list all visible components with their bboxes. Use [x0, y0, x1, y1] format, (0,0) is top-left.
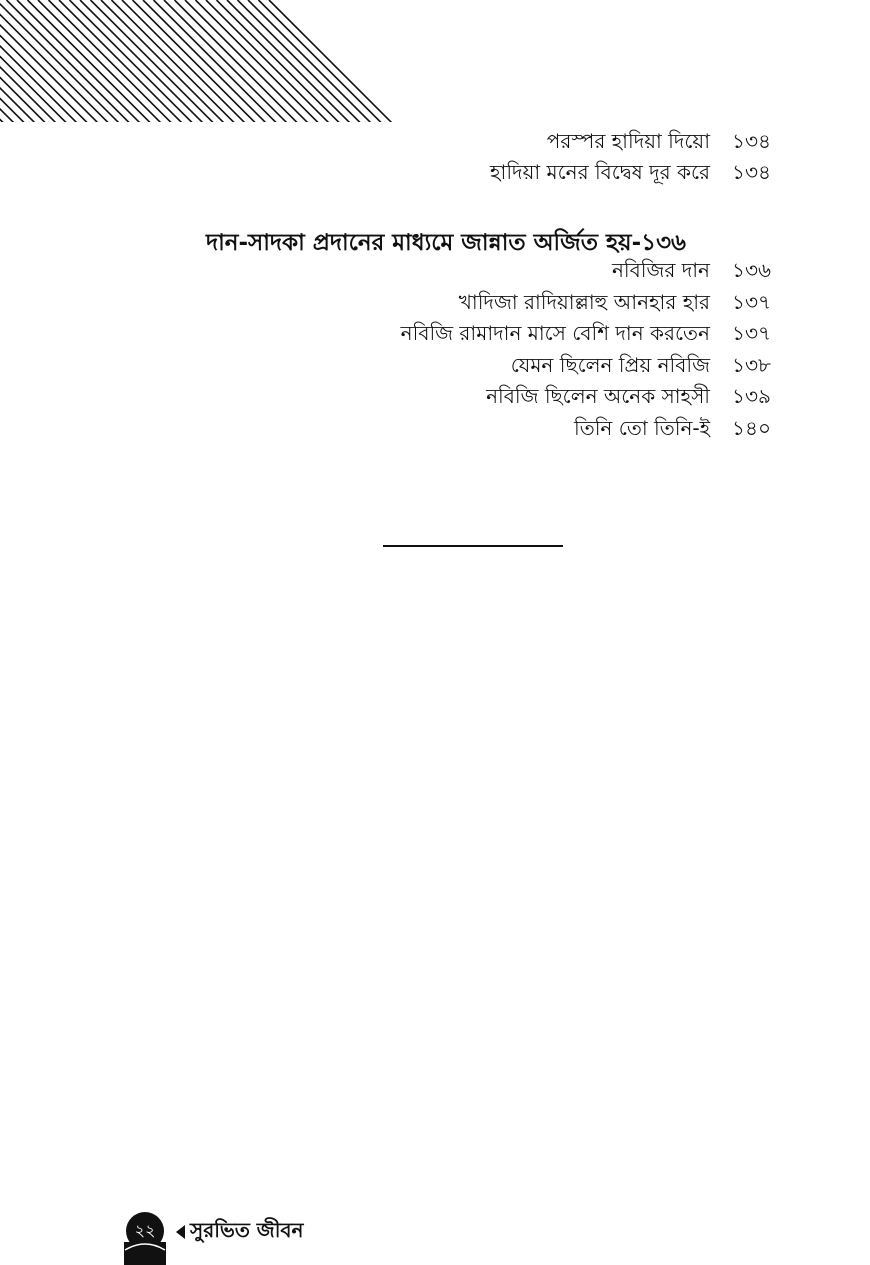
- toc-entry-title: হাদিয়া মনের বিদ্বেষ দূর করে: [490, 159, 710, 184]
- triangle-left-icon: [176, 1225, 185, 1239]
- toc-entry-page: ১৩৯: [732, 383, 771, 408]
- toc-entry-title: নবিজির দান: [611, 257, 710, 282]
- toc-entry: [547, 128, 772, 158]
- toc-entry-page: ১৩৭: [732, 320, 771, 345]
- toc-entry: [490, 159, 772, 189]
- footer-page-number: ২২: [134, 1220, 156, 1240]
- end-rule: [383, 545, 563, 547]
- toc-entry: [511, 352, 772, 382]
- toc-entry-page: ১৩৭: [732, 289, 771, 314]
- toc-entry-title: যেমন ছিলেন প্রিয় নবিজি: [510, 352, 710, 377]
- toc-entry-title: নবিজি ছিলেন অনেক সাহসী: [486, 383, 710, 408]
- toc-entry-page: ১৩৬: [732, 257, 771, 282]
- toc-entry-page: ১৪০: [732, 415, 771, 440]
- toc-entry: [459, 289, 772, 319]
- section-heading: দান-সাদকা প্রদানের মাধ্যমে জান্নাত অর্জিত হয়-১৩৬: [206, 229, 686, 256]
- footer-page-badge: [124, 1212, 166, 1265]
- toc-entry: [486, 383, 772, 413]
- toc-entry: [401, 320, 772, 350]
- toc-entry-page: ১৩৮: [732, 352, 771, 377]
- toc-entry: [574, 415, 772, 445]
- toc-entry-page: ১৩৪: [732, 159, 771, 184]
- toc-entry-title: তিনি তো তিনি-ই: [573, 415, 710, 440]
- footer-book-title: সুরভিত জীবন: [190, 1217, 304, 1242]
- toc-entry-title: পরস্পর হাদিয়া দিয়ো: [546, 128, 710, 153]
- toc-entry-page: ১৩৪: [732, 128, 771, 153]
- diagonal-hatch-decoration: [0, 0, 400, 125]
- toc-entry-title: খাদিজা রাদিয়াল্লাহু আনহার হার: [458, 289, 710, 314]
- toc-entry: [612, 257, 772, 287]
- toc-entry-title: নবিজি রামাদান মাসে বেশি দান করতেন: [400, 320, 710, 345]
